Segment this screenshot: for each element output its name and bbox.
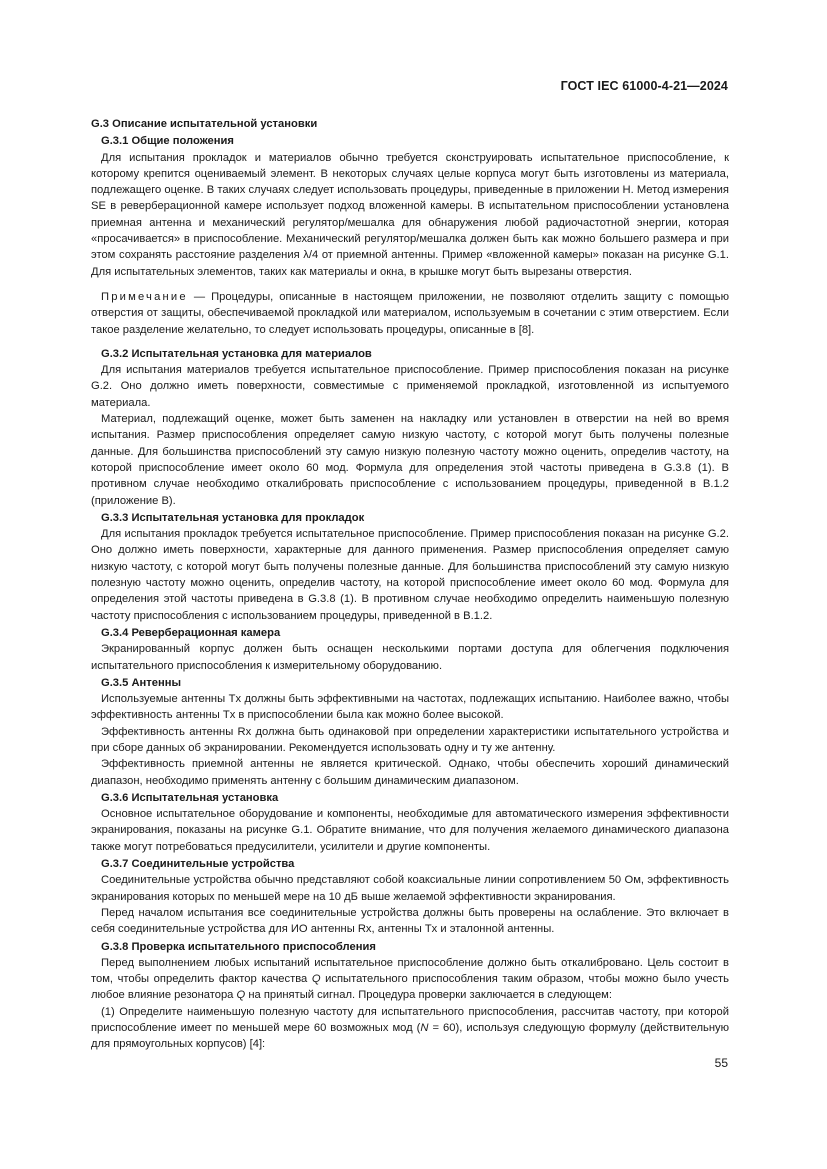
paragraph-text: на принятый сигнал. Процедура проверки заключается в следующем: [245, 989, 612, 1002]
subsection-title-g32: G.3.2 Испытательная установка для материалов [101, 347, 372, 360]
paragraph [91, 955, 729, 1004]
note-text: — Процедуры, описанные в настоящем приложении, не позволяют отделить защиту с помощью отверстия от защиты, обеспечиваемой прокладкой или материалом, используемым в сочетании с этим отверстием. Если такое разделение желательно, то следует использовать процедуры, описанные в [8]. [91, 290, 729, 336]
page-number: 55 [714, 1056, 728, 1070]
subsection-title-g36: G.3.6 Испытательная установка [101, 791, 279, 804]
paragraph [91, 150, 729, 280]
paragraph [91, 1004, 729, 1053]
document-body [91, 116, 729, 1053]
subsection-title-g31: G.3.1 Общие положения [101, 135, 234, 148]
paragraph: Экранированный корпус должен быть оснащен несколькими портами доступа для облегчения подключения испытательного приспособления к измерительному оборудованию. [91, 643, 729, 672]
paragraph: Эффективность антенны Rx должна быть одинаковой при определении характеристики испытательного устройства и при сборе данных об экранировании. Рекомендуется использовать одну и ту же антенну. [91, 725, 729, 754]
paragraph: Основное испытательное оборудование и компоненты, необходимые для автоматического измерения эффективности экранирования, показаны на рисунке G.1. Обратите внимание, что для получения желаемого динамического диапазона также могут потребоваться предусилители, усилители и другие компоненты. [91, 808, 729, 853]
paragraph: Для испытания прокладок требуется испытательное приспособление. Пример приспособления показан на рисунке G.2. Оно должно иметь поверхности, характерные для данного применения. Размер приспособления определяет самую низкую частоту, с которой могут быть получены полезные данные. Для большинства приспособлений эту самую низкую полезную частоту можно оценить, определив частоту, на которой приспособление имеет около 60 мод. Формула для определения этой частоты приведена в G.3.8 (1). В противном случае необходимо определить наименьшую полезную частоту приспособления с использованием процедуры, приведенной в B.1.2. [91, 528, 729, 622]
subsection-title-g33: G.3.3 Испытательная установка для прокладок [101, 511, 365, 524]
paragraph-text: Перед выполнением любых испытаний испытательное приспособление должно быть откалибровано. Цель состоит в том, чтобы определить фактор качества [91, 956, 729, 986]
paragraph-text: = 60), используя следующую формулу (действительную для прямоугольных корпусов) [4]: [91, 1022, 729, 1051]
subsection-title-g38: G.3.8 Проверка испытательного приспособления [101, 940, 376, 953]
subsection-title-g35: G.3.5 Антенны [101, 676, 182, 689]
paragraph: Перед началом испытания все соединительные устройства должны быть проверены на ослабление. Это включает в себя соединительные устройства для ИО антенны Rx, антенны Tx и эталонной антенны. [91, 906, 729, 936]
paragraph-text: (1) Определите наименьшую полезную частоту для испытательного приспособления, рассчитав частоту, при которой приспособление имеет по меньшей мере 60 возможных мод ( [91, 1005, 729, 1035]
section-title-g3: G.3 Описание испытательной установки [91, 118, 318, 130]
note-label: Примечание [101, 290, 188, 303]
subsection-title-g37: G.3.7 Соединительные устройства [101, 858, 295, 871]
paragraph: Используемые антенны Tx должны быть эффективными на частотах, подлежащих испытанию. Наиболее важно, чтобы эффективность антенны Tx в приспособлении была как можно более высокой. [91, 693, 729, 722]
paragraph: Эффективность приемной антенны не является критической. Однако, чтобы обеспечить хороший динамический диапазон, необходимо применять антенну с большим динамическим диапазоном. [91, 758, 729, 787]
paragraph: Соединительные устройства обычно представляют собой коаксиальные линии сопротивлением 50 Ом, эффективность экранирования которых по меньшей мере на 10 дБ выше желаемой эффективности экранирования. [91, 874, 729, 903]
paragraph-text: испытательного приспособления таким образом, чтобы можно было учесть любое влияние резонатора [91, 973, 729, 1002]
symbol-q: Q [236, 989, 246, 1002]
document-header-id: ГОСТ IEC 61000-4-21—2024 [560, 79, 728, 93]
note [91, 289, 729, 338]
symbol-n: N [420, 1022, 429, 1035]
symbol-q: Q [311, 973, 321, 986]
paragraph-text: Для испытания прокладок и материалов обычно требуется сконструировать испытательное приспособление, к которому крепится оцениваемый элемент. В некоторых случаях целые корпуса могут быть изготовлены из материала, подлежащего оценке. В таких случаях следует использовать процедуры, приведенные в приложении H. Метод измерения SE в реверберационной камере использует подход вложенной камеры. В испытательном приспособлении установлена приемная антенна и механический регулятор/мешалка для обнаружения любой радиочастотной энергии, которая «просачивается» в приспособление. Механический регулятор/мешалка должен быть как можно большего размера и при этом сохранять расстояние разделения λ/4 от приемной антенны. Пример «вложенной камеры» показан на рисунке G.1. Для испытательных элементов, таких как материалы и окна, в крышке могут быть вырезаны отверстия. [91, 151, 729, 278]
paragraph: Для испытания материалов требуется испытательное приспособление. Пример приспособления показан на рисунке G.2. Оно должно иметь поверхности, совместимые с применяемой прокладкой, изготовленной из испытуемого материала. [91, 364, 729, 409]
subsection-title-g34: G.3.4 Реверберационная камера [101, 626, 281, 639]
paragraph: Материал, подлежащий оценке, может быть заменен на накладку или установлен в отверстии на ней во время испытания. Размер приспособления определяет самую низкую частоту, с которой могут быть получены полезные данные. Для большинства приспособлений эту самую низкую полезную частоту можно оценить, определив частоту, на которой приспособление имеет около 60 мод. Формула для определения этой частоты приведена в G.3.8 (1). В противном случае необходимо откалибровать приспособление с использованием процедуры, приведенной в B.1.2 (приложение B). [91, 413, 729, 507]
